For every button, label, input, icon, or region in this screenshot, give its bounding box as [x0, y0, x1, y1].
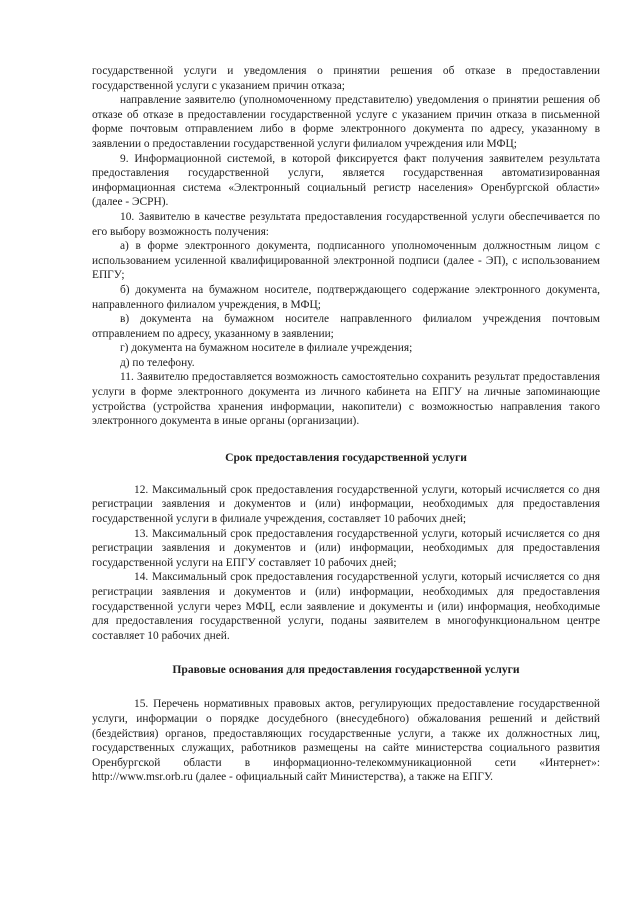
paragraph-notification: направление заявителю (уполномоченному представителю) уведомления о принятии решения об отказе об отказе в предоставлении государственной услуге с указанием причин отказа в письменной форме почтовым отправлением либо в форме электронного документа по адресу, указанному в заявлении о предоставлении государственной услуги филиалом учреждения или МФЦ;: [92, 94, 600, 150]
list-item-a: а) в форме электронного документа, подписанного уполномоченным должностным лицом с использованием усиленной квалифицированной электронной подписи (далее - ЭП), с использованием ЕПГУ;: [92, 240, 600, 282]
paragraph-15: 15. Перечень нормативных правовых актов, регулирующих предоставление государственной услуги, информации о порядке досудебного (внесудебного) обжалования решений и действий (бездействия) органов, предоставляющих государственные услуги, а также их должностных лиц, государственных служащих, работников размещены на сайте министерства социального развития Оренбургской области в информационно-телекоммуникационной сети «Интернет»: http://www.msr.orb.ru (далее - официальный сайт Министерства), а также на ЕПГУ.: [92, 698, 600, 784]
list-item-b: б) документа на бумажном носителе, подтверждающего содержание электронного документа, направленного филиалом учреждения, в МФЦ;: [92, 283, 600, 311]
paragraph-continuation: государственной услуги и уведомления о принятии решения об отказе в предоставлении государственной услуги с указанием причин отказа;: [92, 65, 600, 92]
paragraph-14: 14. Максимальный срок предоставления государственной услуги, который исчисляется со дня регистрации заявления и документов и (или) информации, необходимых для предоставления государственной услуги через МФЦ, если заявление и документы и (или) информация, необходимые для предоставления государственной услуги, поданы заявителем в многофункциональном центре составляет 10 рабочих дней.: [92, 571, 600, 642]
section-heading-term: Срок предоставления государственной услуги: [225, 450, 467, 464]
section-heading-legal-basis: Правовые основания для предоставления государственной услуги: [172, 663, 520, 677]
paragraph-12: 12. Максимальный срок предоставления государственной услуги, который исчисляется со дня регистрации заявления и документов и (или) информации, необходимых для предоставления государственной услуги в филиале учреждения, составляет 10 рабочих дней;: [92, 483, 600, 526]
paragraph-11: 11. Заявителю предоставляется возможность самостоятельно сохранить результат предоставления услуги в форме электронного документа из личного кабинета на ЕПГУ на личные запоминающие устройства (устройства хранения информации, накопители) с возможностью направления такого электронного документа в иные органы (организации).: [92, 371, 600, 428]
paragraph-9: 9. Информационной системой, в которой фиксируется факт получения заявителем результата предоставления государственной услуги, является государственная автоматизированная информационная система «Электронный социальный регистр населения» Оренбургской области» (далее - ЭСРН).: [92, 152, 600, 209]
list-item-g: г) документа на бумажном носителе в филиале учреждения;: [120, 342, 413, 355]
paragraph-10: 10. Заявителю в качестве результата предоставления государственной услуги обеспечивается по его выбору возможность получения:: [92, 210, 600, 238]
list-item-v: в) документа на бумажном носителе направленного филиалом учреждения почтовым отправлением по адресу, указанному в заявлении;: [92, 313, 600, 340]
paragraph-13: 13. Максимальный срок предоставления государственной услуги, который исчисляется со дня регистрации заявления и документов и (или) информации, необходимых для предоставления государственной услуги на ЕПГУ составляет 10 рабочих дней;: [92, 527, 600, 569]
list-item-d: д) по телефону.: [120, 356, 195, 369]
